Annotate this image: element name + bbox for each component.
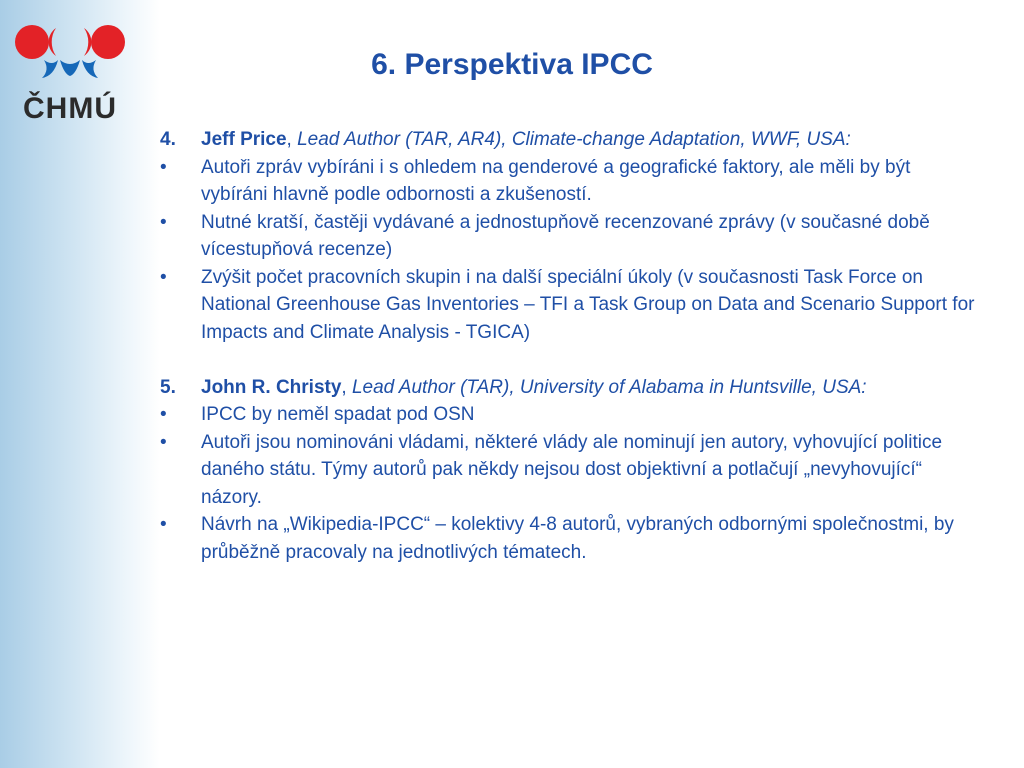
separator: , [286, 129, 292, 150]
bullet-text: IPCC by neměl spadat pod OSN [201, 404, 475, 425]
section-spacer [160, 346, 975, 374]
bullet-text: Autoři jsou nominováni vládami, některé vlády ale nominují jen autory, vyhovující politice daného státu. Týmy autorů pak někdy nejsou dost objektivní a potlačují „nevyhovující“ názory. [201, 431, 943, 508]
bullet-item [160, 429, 975, 512]
logo-text: ČHMÚ [23, 92, 117, 125]
slide-content [160, 126, 975, 566]
slide-title: 6. Perspektiva IPCC [371, 48, 653, 81]
section-heading [160, 126, 975, 154]
bullet-marker: • [160, 211, 167, 233]
bullet-item [160, 511, 975, 566]
bullet-item [160, 154, 975, 209]
section-number: 4. [160, 129, 176, 150]
bullet-text: Nutné kratší, častěji vydávané a jednostupňově recenzované zprávy (v současné době vícestupňová recenze) [201, 211, 930, 260]
separator: , [341, 376, 347, 398]
person-name: John R. Christy [201, 376, 342, 398]
bullet-item [160, 401, 975, 429]
bullet-marker: • [160, 266, 167, 288]
bullet-marker: • [160, 514, 167, 535]
person-name: Jeff Price [201, 129, 287, 150]
section-number: 5. [160, 376, 176, 398]
bullet-text: Zvýšit počet pracovních skupin i na další speciální úkoly (v současnosti Task Force on National Greenhouse Gas Inventories – TFI a Task Group on Data and Scenario Support for Impacts and Climate Analysis - TGICA) [201, 266, 975, 343]
bullet-text: Návrh na „Wikipedia-IPCC“ – kolektivy 4-8 autorů, vybraných odbornými společnostmi, by průběžně pracovaly na jednotlivých tématech. [201, 514, 954, 563]
person-role: Lead Author (TAR), University of Alabama in Huntsville, USA: [351, 376, 867, 398]
section-heading [160, 374, 975, 402]
person-role: Lead Author (TAR, AR4), Climate-change Adaptation, WWF, USA: [297, 129, 851, 150]
bullet-marker: • [160, 156, 167, 178]
bullet-marker: • [160, 431, 167, 453]
bullet-marker: • [160, 404, 167, 425]
bullet-item [160, 264, 975, 347]
bullet-item [160, 209, 975, 264]
bullet-text: Autoři zpráv vybíráni i s ohledem na genderové a geografické faktory, ale měli by být vybíráni hlavně podle odbornosti a zkušeností. [201, 156, 911, 205]
